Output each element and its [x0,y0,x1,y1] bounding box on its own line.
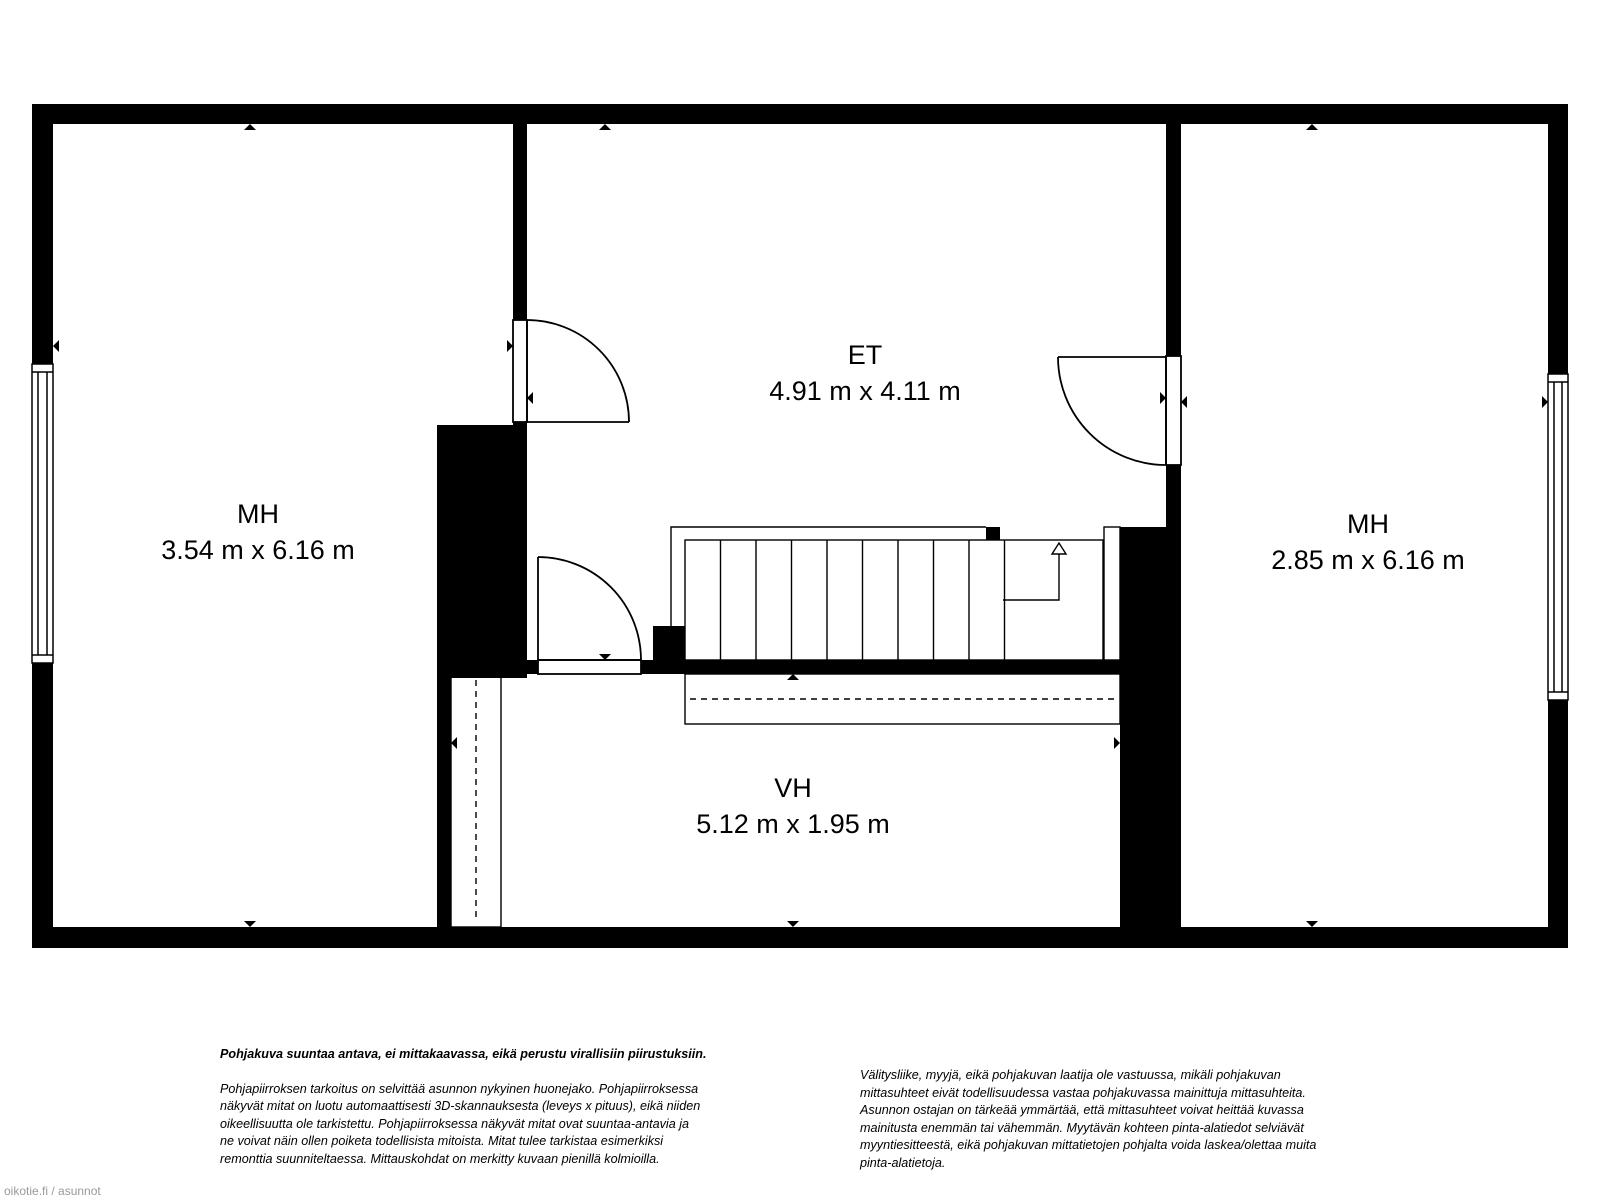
room-name-mh-left: MH [237,499,279,529]
disclaimer-left-line: remonttia suunniteltaessa. Mittauskohdat on merkitty kuvaan pienillä kolmioilla. [220,1151,660,1166]
room-name-vh: VH [774,773,812,803]
disclaimer-right [860,1067,1380,1172]
wall-mh-left-vh [437,672,451,927]
stair-post-top [986,527,1000,540]
window-left [32,364,53,663]
disclaimer-right-line: mainitusta enemmän tai vähemmän. Myytävän kohteen pinta-alatiedot selviävät [860,1120,1304,1135]
room-dimensions-vh: 5.12 m x 1.95 m [696,809,890,839]
window-right [1548,374,1568,700]
disclaimer-right-line: Asunnon ostajan on tärkeää ymmärtää, että mittasuhteet voivat heittää kuvassa [860,1103,1304,1117]
marker [599,124,611,130]
wall-right-lower [1548,700,1568,948]
wall-bottom [32,927,1568,948]
wall-et-mh-right-upper [1166,124,1181,356]
marker [451,737,457,749]
marker [53,340,59,352]
marker [787,674,799,680]
interior-walls [437,124,1181,927]
wall-top [32,104,1568,124]
disclaimer-left-line: oikeellisuutta ole tarkistettu. Pohjapiirroksessa näkyvät mitat ovat suuntaa-antavia ja [220,1116,690,1131]
disclaimer-right-line: myyntiesitteestä, eikä pohjakuvan mittatietojen pohjalta voida laskea/olettaa muita [860,1138,1317,1152]
disclaimer-left [220,1046,780,1168]
room-name-mh-right: MH [1347,509,1389,539]
stairs [671,527,1120,660]
disclaimer-right-line: pinta-alatietoja. [860,1155,946,1170]
door-mh-left [513,320,629,422]
disclaimer-title: Pohjakuva suuntaa antava, ei mittakaavassa, eikä perustu virallisiin piirustuksiin. [220,1047,707,1061]
marker [1181,396,1187,408]
marker [507,340,513,352]
disclaimer-right-line: Välitysliike, myyjä, eikä pohjakuvan laatija ole vastuussa, mikäli pohjakuvan [860,1068,1281,1082]
room-dimensions-mh-right: 2.85 m x 6.16 m [1271,545,1465,575]
wall-et-mh-right-lower [1166,465,1181,527]
room-dimensions-et: 4.91 m x 4.11 m [769,376,961,406]
chimney-block [437,425,527,678]
wall-left-lower [32,663,53,948]
door-mh-right [1058,356,1181,465]
wall-vh-mh-right [1120,527,1181,927]
wall-left-upper [32,104,53,364]
marker [244,921,256,927]
marker [244,124,256,130]
room-name-et: ET [847,340,883,370]
marker [1114,737,1120,749]
room-dimensions-mh-left: 3.54 m x 6.16 m [161,535,355,565]
marker [1306,124,1318,130]
disclaimer-right-line: mittasuhteet eivät todellisuudessa vastaa pohjakuvassa mainittuja mittasuhteita. [860,1085,1306,1100]
stair-post-left [653,626,685,662]
disclaimer-left-line: ne voivat näin ollen poiketa todellisista mitoista. Mitat tulee tarkistaa esimerkiksi [220,1134,664,1148]
wall-mh-left-et-upper [513,124,527,320]
watermark: oikotie.fi / asunnot [4,1184,101,1198]
marker [1306,921,1318,927]
marker [1542,396,1548,408]
disclaimer-left-line: Pohjapiirroksen tarkoitus on selvittää asunnon nykyinen huonejako. Pohjapiirroksessa [220,1081,699,1096]
wall-right-upper [1548,104,1568,374]
door-vh [538,557,641,674]
marker [787,921,799,927]
disclaimer-left-line: näkyvät mitat on luotu automaattisesti 3D-skannauksesta (leveys x pituus), eikä niiden [220,1099,701,1113]
marker [527,392,533,404]
